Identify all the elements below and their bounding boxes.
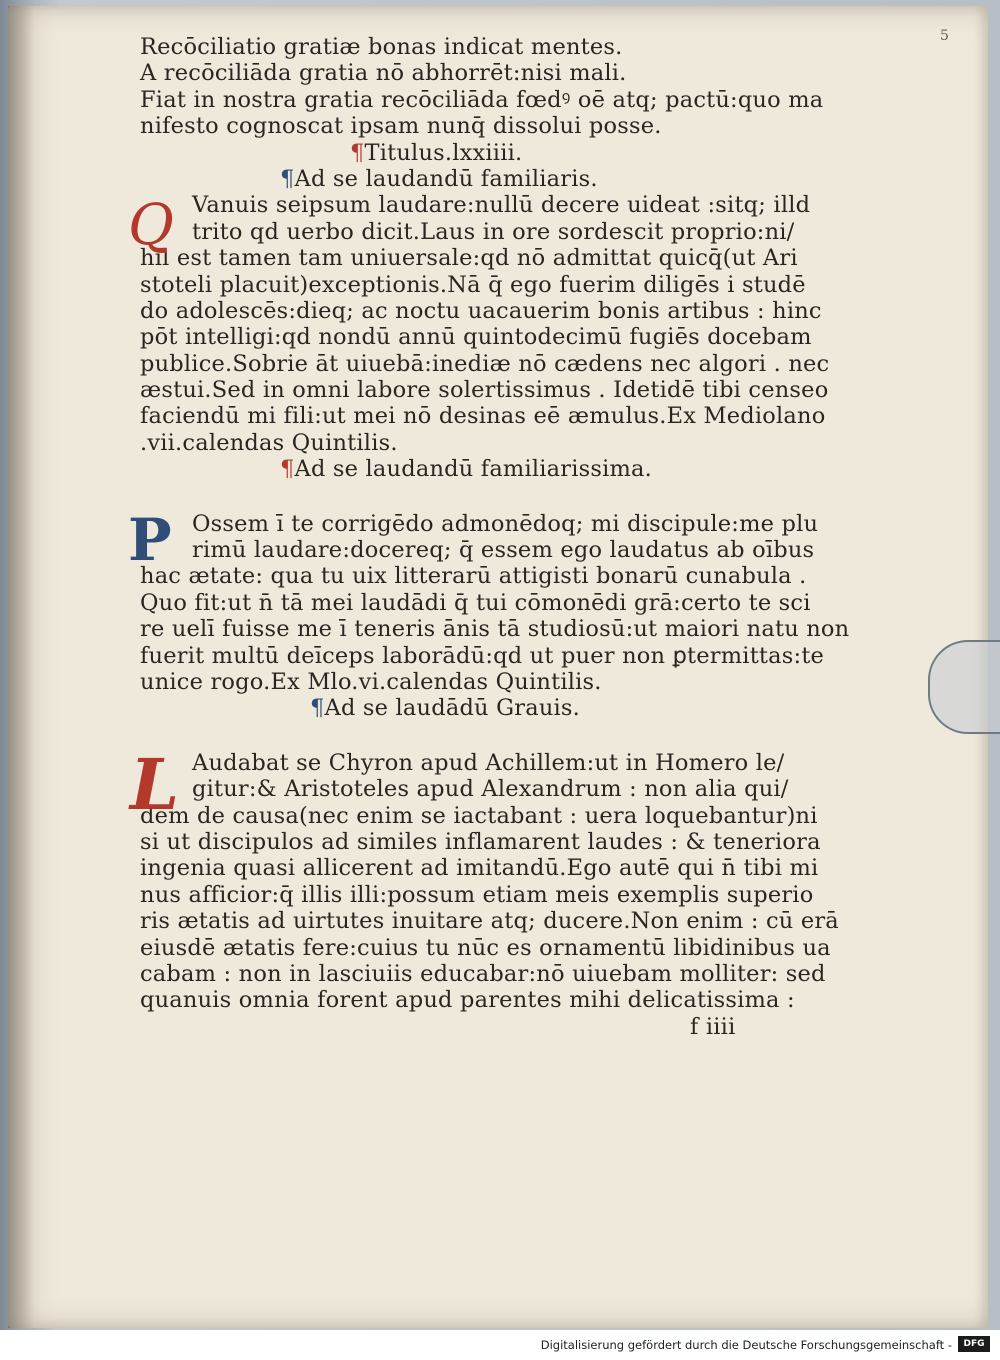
text-line: pōt intelligi:qd nondū annū quintodecimū fugiēs docebam	[140, 324, 812, 351]
text-line: rimū laudare:docereq; q̄ essem ego laudatus ab oībus	[192, 537, 815, 564]
text-line: Ossem ī te corrigēdo admonēdoq; mi discipule:me plu	[192, 510, 819, 537]
pilcrow-mark: ¶	[280, 456, 295, 483]
text-line: do adolescēs:dieq; ac noctu uacauerim bonis artibus : hinc	[140, 297, 822, 324]
initial-p: P	[128, 505, 172, 574]
pilcrow-mark: ¶	[350, 139, 365, 166]
text-line: .vii.calendas Quintilis.	[140, 429, 398, 456]
pilcrow-mark: ¶	[310, 695, 325, 722]
text-line: ris ætatis ad uirtutes inuitare atq; ducere.Non enim : cū erā	[140, 908, 839, 935]
text-line: æstui.Sed in omni labore solertissimus . Idetidē tibi censeo	[140, 377, 829, 404]
text-line: stoteli placuit)exceptionis.Nā q̄ ego fuerim diligēs i studē	[140, 271, 806, 298]
titulus-heading: ¶Titulus.lxxiiii.	[350, 139, 523, 166]
text-line: ingenia quasi allicerent ad imitandū.Ego autē qui n̄ tibi mi	[140, 855, 819, 882]
spacer	[140, 483, 820, 511]
text-line: nus afficior:q̄ illis illi:possum etiam meis exemplis superio	[140, 881, 814, 908]
spacer	[140, 722, 820, 750]
text-line: trito qd uerbo dicit.Laus in ore sordescit proprio:ni/	[192, 218, 795, 245]
folder-tab	[928, 640, 1000, 734]
text-line: eiusdē ætatis fere:cuius tu nūc es ornamentū libidinibus ua	[140, 934, 831, 961]
corner-mark: 5	[940, 28, 949, 44]
text-line: faciendū mi fili:ut mei nō desinas eē æmulus.Ex Mediolano	[140, 403, 826, 430]
text-line: nifesto cognoscat ipsam nunq̄ dissolui posse.	[140, 113, 662, 140]
section-3-heading: ¶Ad se laudādū Grauis.	[310, 695, 581, 722]
text-line: fuerit multū deīceps laborādū:qd ut puer non ꝑtermittas:te	[140, 642, 825, 669]
pilcrow-mark: ¶	[280, 165, 295, 192]
text-block	[128, 34, 850, 1040]
text-line: Audabat se Chyron apud Achillem:ut in Homero le/	[192, 749, 785, 776]
section-1-heading: ¶Ad se laudandū familiaris.	[280, 165, 598, 192]
text-line: publice.Sobrie āt uiuebā:inediæ nō cædens nec algori . nec	[140, 350, 830, 377]
section-1	[128, 192, 830, 456]
section-2	[128, 505, 850, 696]
text-line: quanuis omnia forent apud parentes mihi delicatissima :	[140, 987, 795, 1014]
text-line: hac ætate: qua tu uix litterarū attigisti bonarū cunabula .	[140, 563, 807, 590]
text-line: hil est tamen tam uniuersale:qd nō admittat quicq̄(ut Ari	[140, 245, 798, 272]
text-line: unice rogo.Ex Mlo.vi.calendas Quintilis.	[140, 668, 602, 695]
section-2-heading: ¶Ad se laudandū familiarissima.	[280, 456, 653, 483]
initial-q: Q	[128, 193, 175, 259]
text-line: A recōciliāda gratia nō abhorrēt:nisi mali.	[140, 60, 627, 87]
text-line: gitur:& Aristoteles apud Alexandrum : non alia qui/	[192, 776, 789, 803]
initial-l: L	[130, 742, 180, 826]
text-line: Vanuis seipsum laudare:nullū decere uideat :sitq; illd	[192, 192, 811, 219]
text-line: dem de causa(nec enim se iactabant : uera loquebantur)ni	[140, 802, 818, 829]
text-line: Recōciliatio gratiæ bonas indicat mentes.	[140, 34, 623, 60]
text-line: cabam : non in lasciuiis educabar:nō uiuebam molliter: sed	[140, 960, 826, 987]
signature-mark: f iiii	[690, 1013, 736, 1040]
text-line: si ut discipulos ad similes inflamarent laudes : & teneriora	[140, 828, 821, 855]
section-3	[130, 742, 839, 1014]
footer-credit: Digitalisierung gefördert durch die Deutsche Forschungsgemeinschaft -	[540, 1338, 952, 1352]
footer-bar	[0, 1330, 1000, 1360]
dfg-logo[interactable]: DFG	[958, 1336, 990, 1352]
opening-lines	[140, 34, 824, 140]
text-line: Quo fit:ut n̄ tā mei laudādi q̄ tui cōmonēdi grā:certo te sci	[140, 589, 811, 616]
page-gutter-shadow	[8, 6, 34, 1328]
text-line: re uelī fuisse me ī teneris ānis tā studiosū:ut maiori natu non	[140, 616, 850, 643]
text-line: Fiat in nostra gratia recōciliāda fœdꝰ oē atq; pactū:quo ma	[140, 86, 824, 113]
